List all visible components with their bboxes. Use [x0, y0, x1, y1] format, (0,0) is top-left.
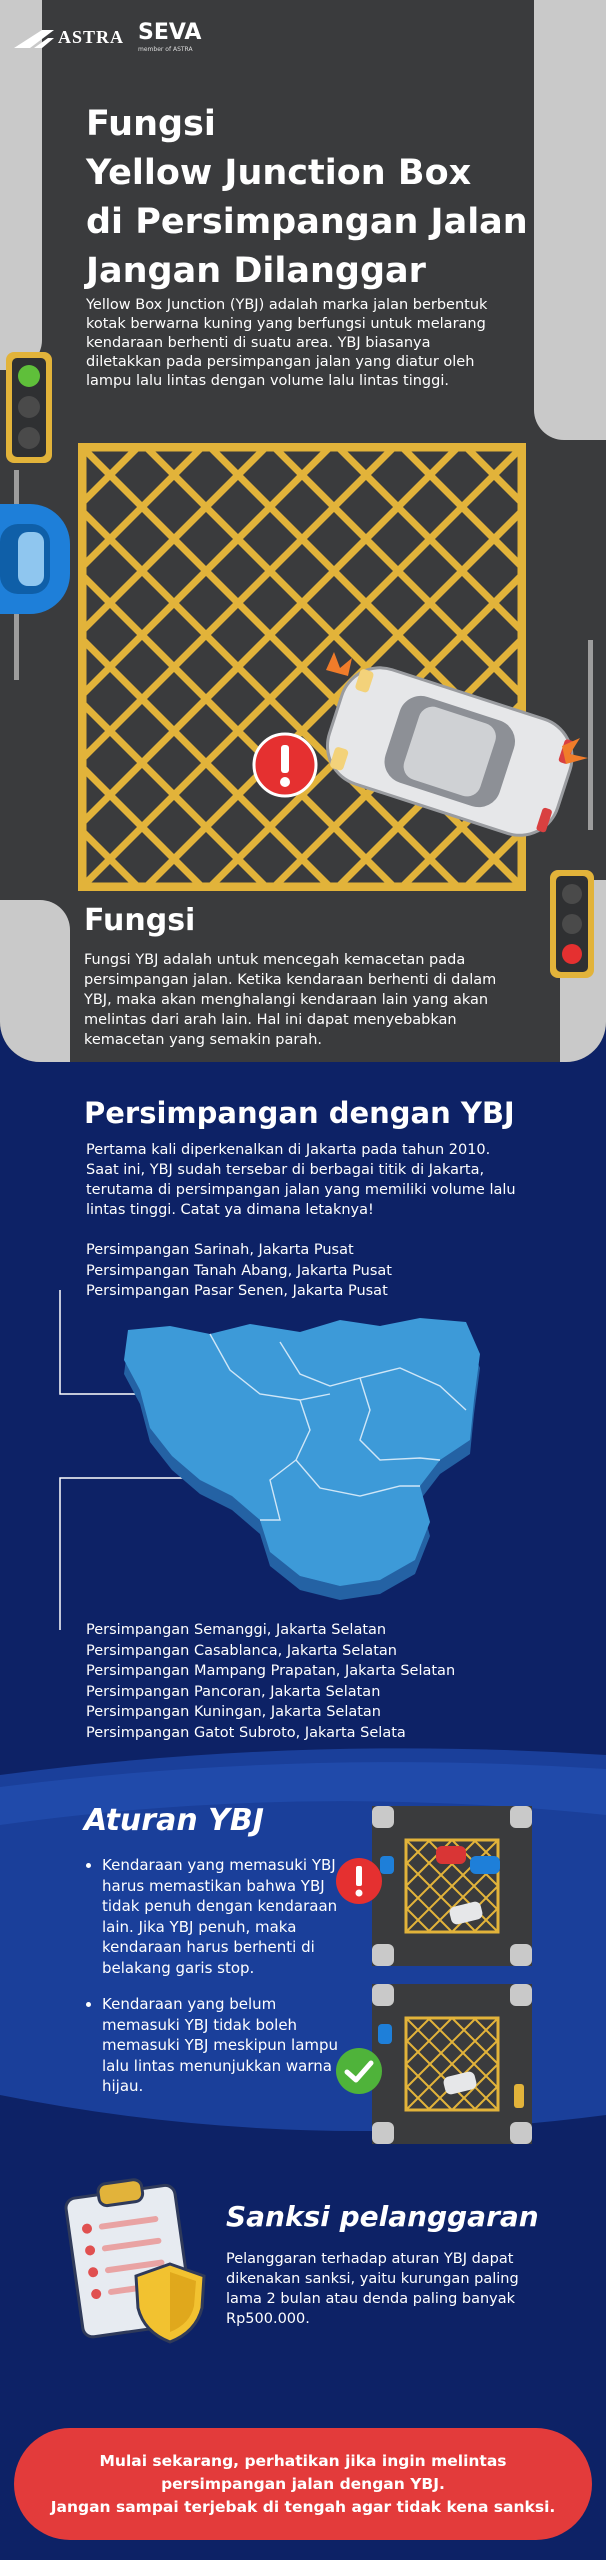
- intersection-full-illustration: [372, 1806, 532, 1966]
- list-item: Persimpangan Kuningan, Jakarta Selatan: [86, 1704, 381, 1720]
- sanksi-paragraph: Pelanggaran terhadap aturan YBJ dapat dikenakan sanksi, yaitu kurungan paling lama 2 bulan atau denda paling banyak Rp500.000.: [226, 2251, 519, 2327]
- header-logos: [14, 22, 201, 53]
- jakarta-selatan-list: [86, 1620, 455, 1743]
- list-item: Persimpangan Semanggi, Jakarta Selatan: [86, 1622, 387, 1638]
- cta-line-2: persimpangan jalan dengan YBJ.: [161, 2474, 445, 2493]
- traffic-light-right-icon: [548, 868, 596, 980]
- cta-banner: [14, 2428, 592, 2540]
- full-box-warning-icon: [334, 1856, 384, 1906]
- title-line-1: Fungsi: [86, 104, 216, 144]
- persimpangan-heading: Persimpangan dengan YBJ: [84, 1096, 515, 1130]
- seva-logo: [138, 22, 201, 53]
- seva-tagline: member of ASTRA: [138, 46, 193, 53]
- rule-item: • Kendaraan yang memasuki YBJ harus memastikan bahwa YBJ tidak penuh dengan kendaraan lain. Jika YBJ penuh, maka kendaraan harus berhenti di belakang garis stop.: [102, 1855, 352, 1978]
- clipboard-shield-icon: [52, 2176, 222, 2346]
- jakarta-map: [0, 1290, 606, 1630]
- list-item: Persimpangan Pancoran, Jakarta Selatan: [86, 1683, 381, 1700]
- persimpangan-paragraph: Pertama kali diperkenalkan di Jakarta pada tahun 2010. Saat ini, YBJ sudah tersebar di berbagai titik di Jakarta, terutama di persimpangan jalan yang memiliki volume lalu lintas tinggi. Catat ya dimana letaknya!: [86, 1142, 516, 1218]
- road-hero-section: [0, 0, 606, 1062]
- title-line-2: Yellow Junction Box: [86, 153, 472, 193]
- list-item: Persimpangan Casablanca, Jakarta Selatan: [86, 1642, 397, 1659]
- blue-car-icon: [0, 494, 80, 624]
- fungsi-text: Fungsi YBJ adalah untuk mencegah kemacetan pada persimpangan jalan. Ketika kendaraan berhenti di dalam YBJ, maka akan menghalangi kendaraan lain yang akan melintas dari arah lain. Hal ini dapat menyebabkan kemacetan yang semakin parah.: [84, 952, 497, 1048]
- fungsi-paragraph: [84, 950, 522, 1050]
- sanksi-heading: Sanksi pelanggaran: [226, 2200, 539, 2233]
- checkmark-icon: [334, 2046, 384, 2096]
- aturan-list: [84, 1855, 352, 2113]
- astra-logo-icon: [14, 26, 54, 50]
- sidewalk-bottom-left: [0, 900, 70, 1062]
- astra-logo-text: ASTRA: [58, 27, 125, 47]
- rule-item: • Kendaraan yang belum memasuki YBJ tidak boleh memasuki YBJ meskipun lampu lalu lintas menunjukkan warna hijau.: [102, 1994, 352, 2097]
- intersection-wait-illustration: [372, 1984, 532, 2144]
- list-item: Persimpangan Tanah Abang, Jakarta Pusat: [86, 1262, 392, 1279]
- list-item: Persimpangan Gatot Subroto, Jakarta Selata: [86, 1724, 406, 1741]
- sidewalk-top-left: [0, 0, 42, 370]
- list-item: Persimpangan Mampang Prapatan, Jakarta Selatan: [86, 1663, 456, 1679]
- white-car-icon: [300, 650, 590, 850]
- list-item: Persimpangan Pasar Senen, Jakarta Pusat: [86, 1283, 388, 1299]
- fungsi-heading: Fungsi: [84, 903, 196, 938]
- list-item: Persimpangan Sarinah, Jakarta Pusat: [86, 1242, 354, 1258]
- cta-line-1: Mulai sekarang, perhatikan jika ingin melintas: [99, 2451, 507, 2470]
- cta-line-3: Jangan sampai terjebak di tengah agar tidak kena sanksi.: [50, 2497, 556, 2516]
- traffic-light-left-icon: [4, 350, 54, 465]
- seva-logo-text: SEVA: [138, 20, 202, 45]
- warning-exclamation-icon: [252, 732, 318, 798]
- intro-paragraph: Yellow Box Junction (YBJ) adalah marka jalan berbentuk kotak berwarna kuning yang berfungsi untuk melarang kendaraan berhenti di suatu area. YBJ biasanya diletakkan pada persimpangan jalan yang diatur oleh lampu lalu lintas dengan volume lalu lintas tinggi.: [86, 297, 488, 389]
- title-line-3: di Persimpangan Jalan: [86, 202, 528, 242]
- aturan-heading: Aturan YBJ: [84, 1803, 264, 1838]
- title-line-4: Jangan Dilanggar: [86, 251, 426, 291]
- page-title: [86, 100, 556, 296]
- astra-logo: [14, 26, 124, 50]
